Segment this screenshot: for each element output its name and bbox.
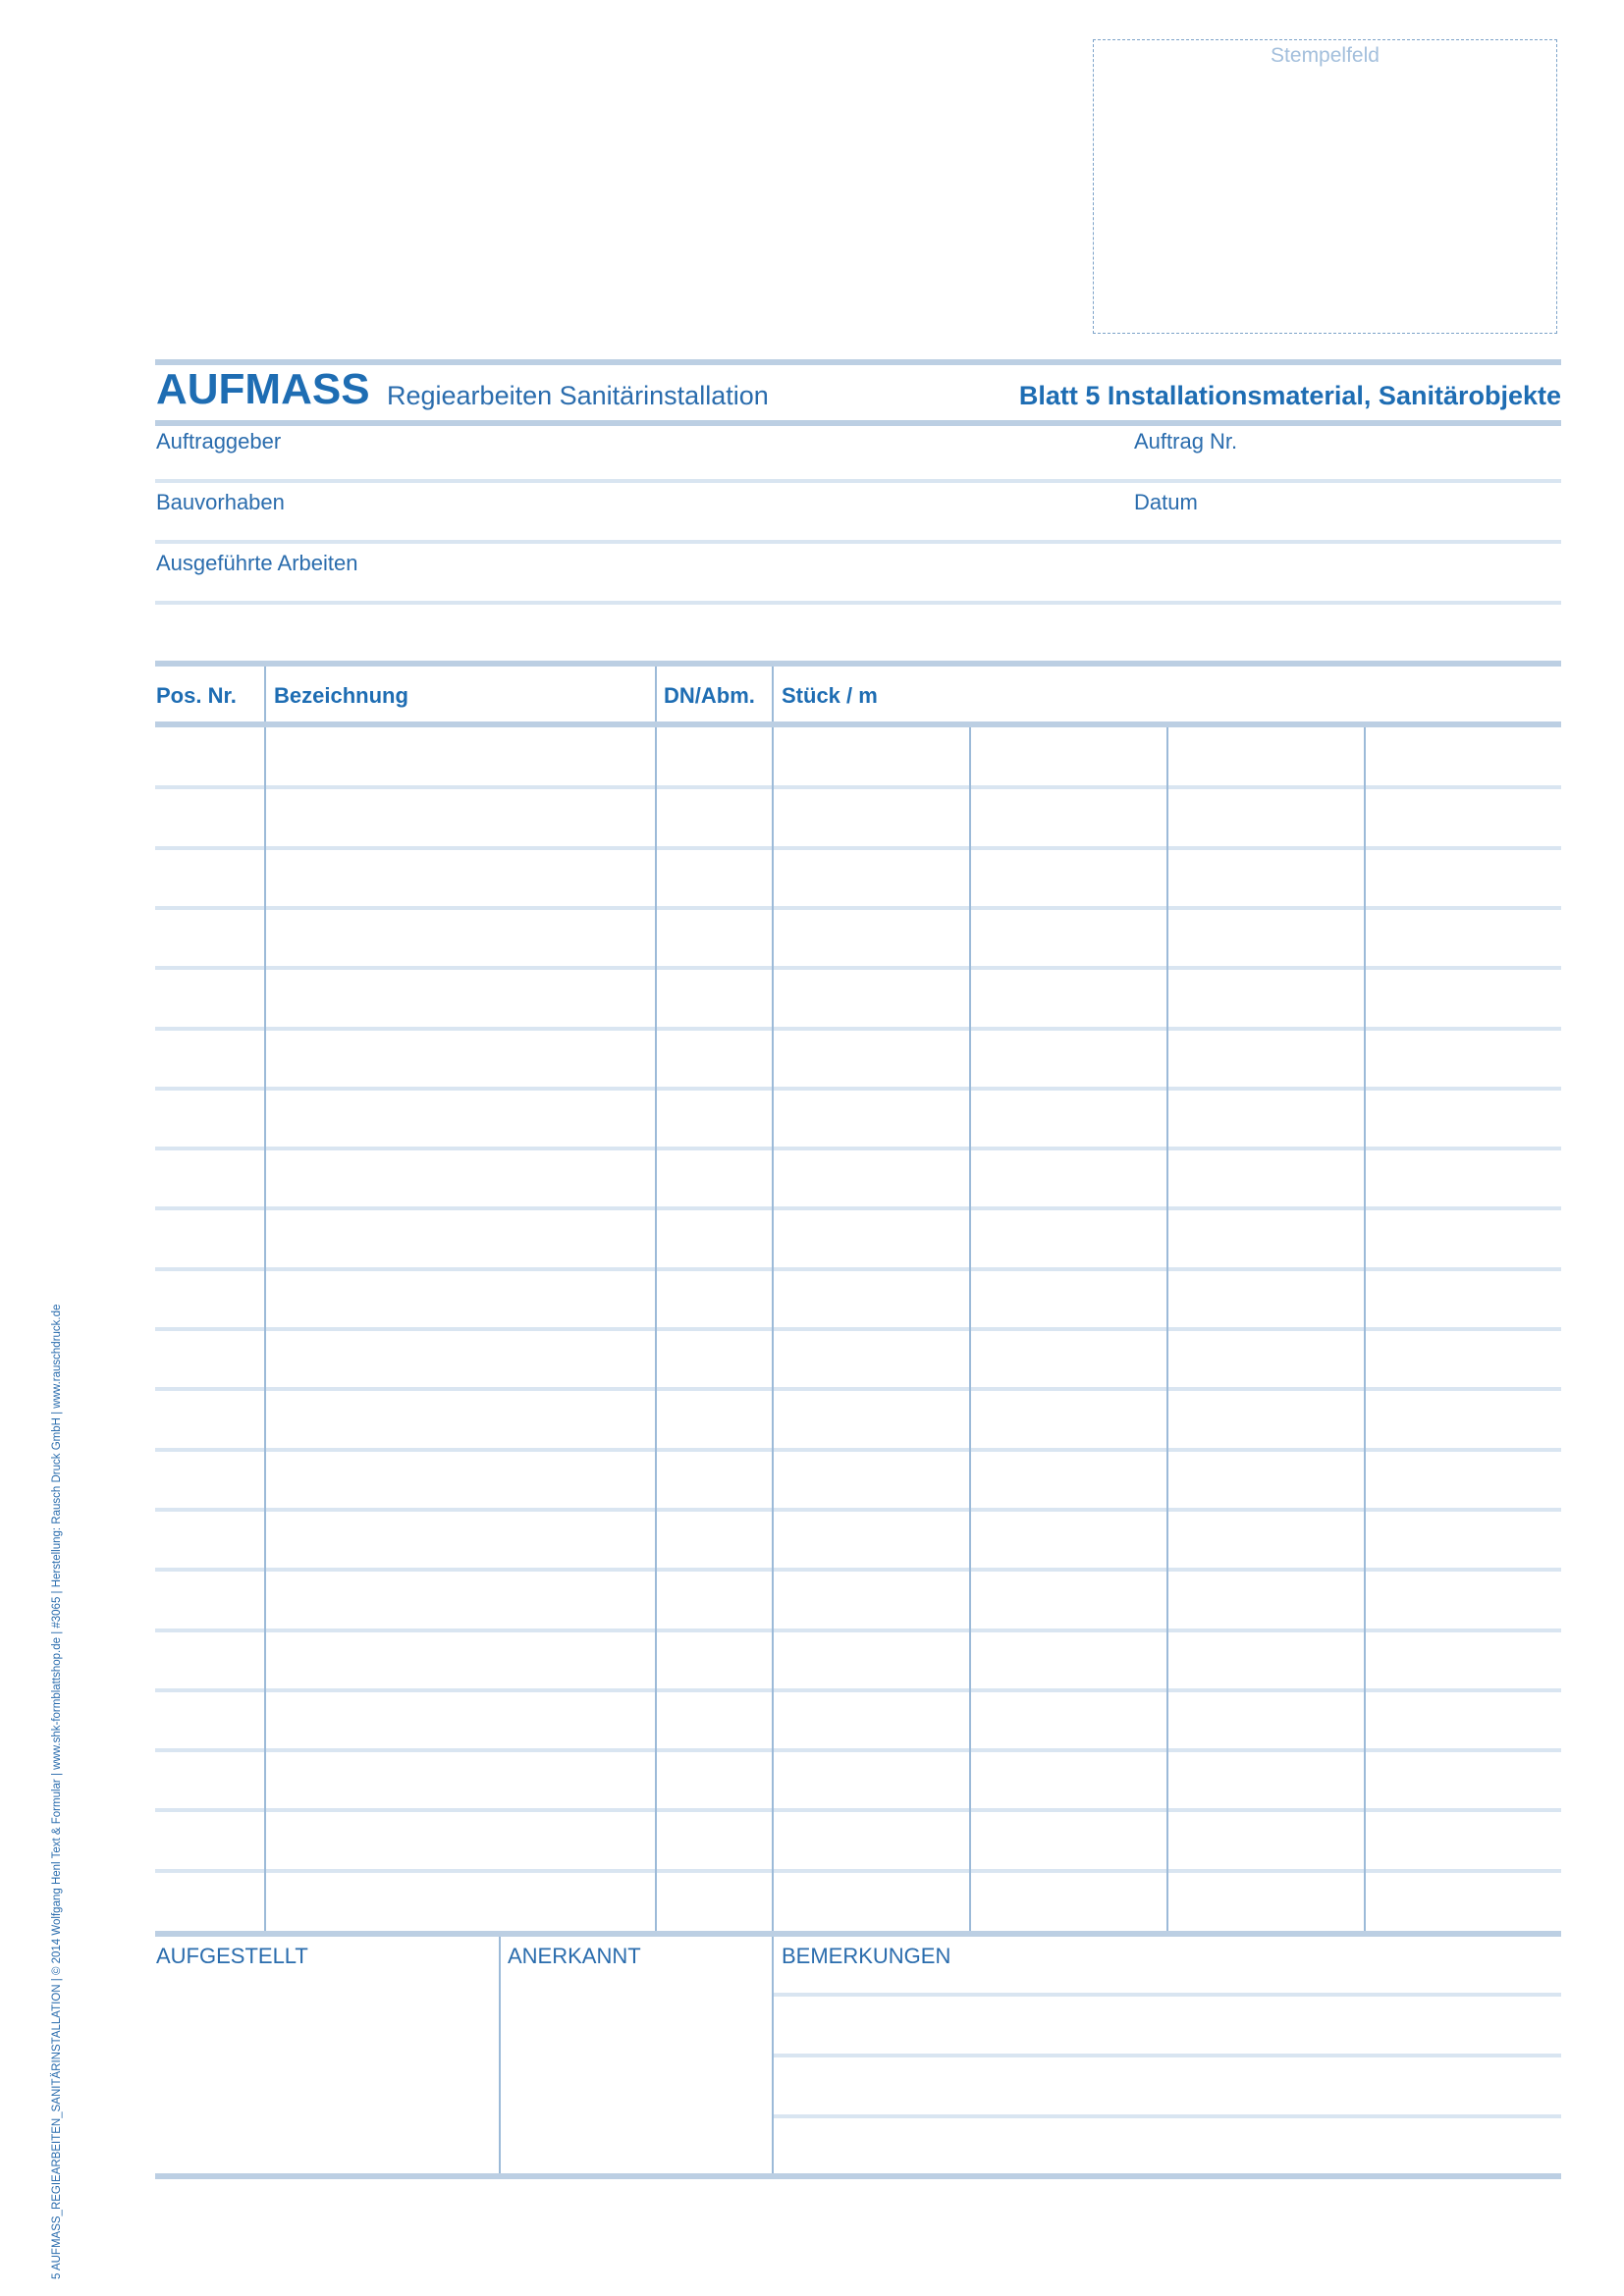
table-row[interactable] — [155, 1327, 1561, 1331]
date-label: Datum — [1134, 490, 1198, 514]
table-row[interactable] — [155, 966, 1561, 970]
table-row[interactable] — [155, 1748, 1561, 1752]
footer-bottom-rule — [155, 2173, 1561, 2179]
remarks-line-3[interactable] — [774, 2114, 1561, 2118]
form-subtitle: Regiearbeiten Sanitärinstallation — [387, 381, 769, 410]
column-divider-qty-3 — [1364, 727, 1366, 1934]
project-field-line[interactable] — [155, 540, 1561, 544]
table-row[interactable] — [155, 1629, 1561, 1632]
table-row[interactable] — [155, 1808, 1561, 1812]
table-row[interactable] — [155, 1267, 1561, 1271]
table-row[interactable] — [155, 1568, 1561, 1572]
client-label: Auftraggeber — [156, 429, 282, 454]
column-divider-dn — [772, 727, 774, 1934]
table-row[interactable] — [155, 1087, 1561, 1091]
table-row[interactable] — [155, 1508, 1561, 1512]
footer-top-rule — [155, 1931, 1561, 1937]
column-header-stueck-m: Stück / m — [782, 683, 878, 708]
form-title: AUFMASS — [156, 365, 370, 413]
prepared-label: AUFGESTELLT — [156, 1944, 308, 1968]
table-row[interactable] — [155, 846, 1561, 850]
table-row[interactable] — [155, 1147, 1561, 1150]
stamp-field-label: Stempelfeld — [1271, 44, 1380, 67]
header-bottom-rule — [155, 420, 1561, 426]
side-imprint-note: 5 AUFMASS_REGIEARBEITEN_SANITÄRINSTALLATION | © 2014 Wolfgang Henl Text & Formular | www.shk-formblattshop.de | #3065 | Herstellung: Rausch Druck GmbH | www.rauschdruck.de — [51, 1304, 63, 2279]
table-row[interactable] — [155, 1869, 1561, 1873]
table-header-rule — [155, 721, 1561, 727]
work-done-field-line[interactable] — [155, 601, 1561, 605]
stamp-field — [1093, 39, 1557, 334]
column-divider-qty-2 — [1166, 727, 1168, 1934]
table-row[interactable] — [155, 1206, 1561, 1210]
column-header-bezeichnung: Bezeichnung — [274, 683, 408, 708]
header-divider-3 — [772, 667, 774, 721]
column-divider-pos — [264, 727, 266, 1934]
remarks-line-1[interactable] — [774, 1993, 1561, 1997]
header-divider-1 — [264, 667, 266, 721]
order-number-label: Auftrag Nr. — [1134, 429, 1238, 454]
table-row[interactable] — [155, 785, 1561, 789]
column-divider-bezeichnung — [655, 727, 657, 1934]
column-header-pos-nr: Pos. Nr. — [156, 683, 237, 708]
work-done-label: Ausgeführte Arbeiten — [156, 551, 358, 575]
acknowledged-label: ANERKANNT — [508, 1944, 641, 1968]
remarks-line-2[interactable] — [774, 2054, 1561, 2057]
table-row[interactable] — [155, 1688, 1561, 1692]
column-header-dn-abm: DN/Abm. — [664, 683, 755, 708]
remarks-label: BEMERKUNGEN — [782, 1944, 951, 1968]
header-divider-2 — [655, 667, 657, 721]
table-row[interactable] — [155, 906, 1561, 910]
project-label: Bauvorhaben — [156, 490, 285, 514]
column-divider-qty-1 — [969, 727, 971, 1934]
table-top-rule — [155, 661, 1561, 667]
footer-divider-1 — [499, 1937, 501, 2176]
table-row[interactable] — [155, 1027, 1561, 1031]
sheet-title: Blatt 5 Installationsmaterial, Sanitärobjekte — [1018, 381, 1561, 410]
client-field-line[interactable] — [155, 479, 1561, 483]
table-row[interactable] — [155, 1387, 1561, 1391]
table-row[interactable] — [155, 1448, 1561, 1452]
